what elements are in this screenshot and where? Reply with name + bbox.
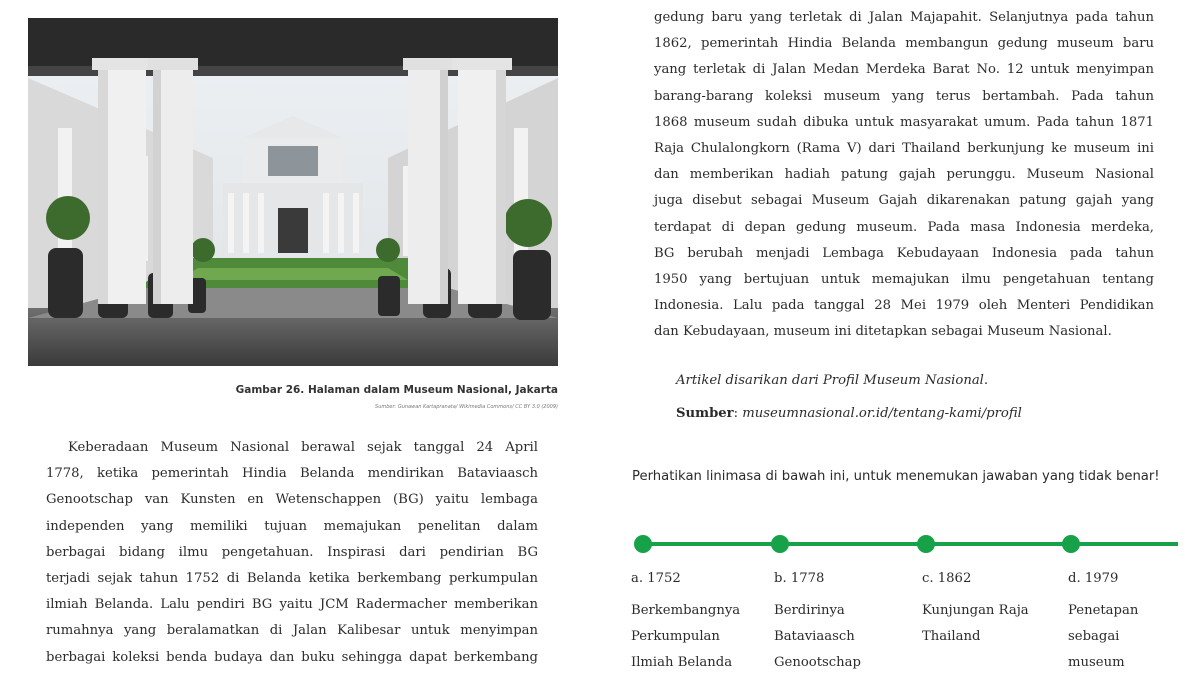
source-line: Sumber: museumnasional.or.id/tentang-kami/profil — [676, 406, 1022, 421]
paragraph-line: ilmiah Belanda. Lalu pendiri BG yaitu JCM Radermacher memberikan — [46, 597, 538, 613]
paragraph-line: yang terletak di Jalan Medan Merdeka Barat No. 12 untuk menyimpan — [654, 62, 1154, 78]
paragraph-line: rumahnya yang beralamatkan di Jalan Kalibesar untuk menyimpan — [46, 623, 538, 639]
timeline-item-1752 — [631, 568, 771, 676]
timeline-description — [922, 598, 1062, 650]
timeline-desc-line: Genootschap — [774, 655, 861, 670]
source-label: Sumber — [676, 406, 734, 421]
timeline-year: a. 1752 — [631, 571, 681, 586]
timeline-year: b. 1778 — [774, 571, 825, 586]
museum-courtyard-photo — [28, 18, 558, 366]
paragraph-line: barang-barang koleksi museum yang terus bertambah. Pada tahun — [654, 88, 1154, 104]
timeline-dot — [634, 535, 652, 553]
paragraph-line: 1778, ketika pemerintah Hindia Belanda mendirikan Bataviaasch — [46, 466, 538, 482]
timeline-item-1979 — [1068, 568, 1200, 676]
timeline-desc-line: sebagai — [1068, 629, 1120, 644]
left-paragraph — [46, 435, 538, 671]
figure-caption: Gambar 26. Halaman dalam Museum Nasional, Jakarta — [235, 384, 558, 396]
paragraph-line: Raja Chulalongkorn (Rama V) dari Thailand berkunjung ke museum ini — [654, 141, 1154, 157]
paragraph-line: dan Kebudayaan, museum ini ditetapkan sebagai Museum Nasional. — [654, 324, 1112, 340]
timeline-desc-line: Berkembangnya — [631, 603, 741, 618]
timeline-dot — [917, 535, 935, 553]
article-note: Artikel disarikan dari Profil Museum Nasional. — [676, 373, 989, 388]
timeline-description — [631, 598, 771, 676]
paragraph-line: Indonesia. Lalu pada tanggal 28 Mei 1979 oleh Menteri Pendidikan — [654, 298, 1154, 314]
paragraph-line: 1868 museum sudah dibuka untuk masyarakat umum. Pada tahun 1871 — [654, 114, 1154, 130]
timeline-desc-line: Bataviaasch — [774, 629, 855, 644]
timeline-item-1778 — [774, 568, 914, 676]
timeline-desc-line: Perkumpulan — [631, 629, 720, 644]
timeline-desc-line: Ilmiah Belanda — [631, 655, 733, 670]
timeline-instruction: Perhatikan linimasa di bawah ini, untuk menemukan jawaban yang tidak benar! — [632, 469, 1160, 484]
timeline-desc-line: Thailand — [922, 629, 981, 644]
timeline-year: c. 1862 — [922, 571, 972, 586]
timeline-item-1862 — [922, 568, 1062, 650]
timeline-desc-line: Berdirinya — [774, 603, 845, 618]
page-heading-fragment — [180, 0, 420, 6]
museum-photo-illustration — [28, 18, 558, 366]
timeline-description — [1068, 598, 1200, 676]
timeline-description — [774, 598, 914, 676]
paragraph-line: Genootschap van Kunsten en Wetenschappen (BG) yaitu lembaga — [46, 492, 538, 508]
timeline-desc-line: Penetapan — [1068, 603, 1139, 618]
source-url: museumnasional.or.id/tentang-kami/profil — [742, 406, 1022, 421]
timeline-line — [640, 542, 1178, 546]
figure-credit: Sumber: Gunawan Kartapranata/ Wikimedia Commons/ CC BY 3.0 (2009) — [375, 404, 558, 410]
paragraph-line: dan memberikan hadiah patung gajah perunggu. Museum Nasional — [654, 167, 1154, 183]
paragraph-line: BG berubah menjadi Lembaga Kebudayaan Indonesia pada tahun — [654, 245, 1154, 261]
paragraph-line: 1950 yang bertujuan untuk memajukan ilmu pengetahuan tentang — [654, 272, 1154, 288]
timeline-desc-line: museum — [1068, 655, 1125, 670]
timeline-dot — [1062, 535, 1080, 553]
paragraph-line: terdapat di depan gedung museum. Pada masa Indonesia merdeka, — [654, 219, 1154, 235]
paragraph-line: gedung baru yang terletak di Jalan Majapahit. Selanjutnya pada tahun — [654, 10, 1154, 25]
timeline-dot — [771, 535, 789, 553]
paragraph-line: independen yang memiliki tujuan memajukan penelitan dalam — [46, 518, 538, 534]
paragraph-line: 1862, pemerintah Hindia Belanda membangun gedung museum baru — [654, 36, 1154, 52]
timeline-year: d. 1979 — [1068, 571, 1119, 586]
paragraph-line: berbagai koleksi benda budaya dan buku sehingga dapat berkembang — [46, 649, 538, 665]
paragraph-line: terjadi sejak tahun 1752 di Belanda ketika berkembang perkumpulan — [46, 571, 538, 587]
right-paragraph — [654, 5, 1154, 346]
paragraph-line: Keberadaan Museum Nasional berawal sejak tanggal 24 April — [68, 440, 538, 455]
paragraph-line: juga disebut sebagai Museum Gajah dikarenakan patung gajah yang — [654, 193, 1154, 209]
timeline-desc-line: Kunjungan Raja — [922, 603, 1029, 618]
paragraph-line: berbagai bidang ilmu pengetahuan. Inspirasi dari pendirian BG — [46, 544, 538, 560]
